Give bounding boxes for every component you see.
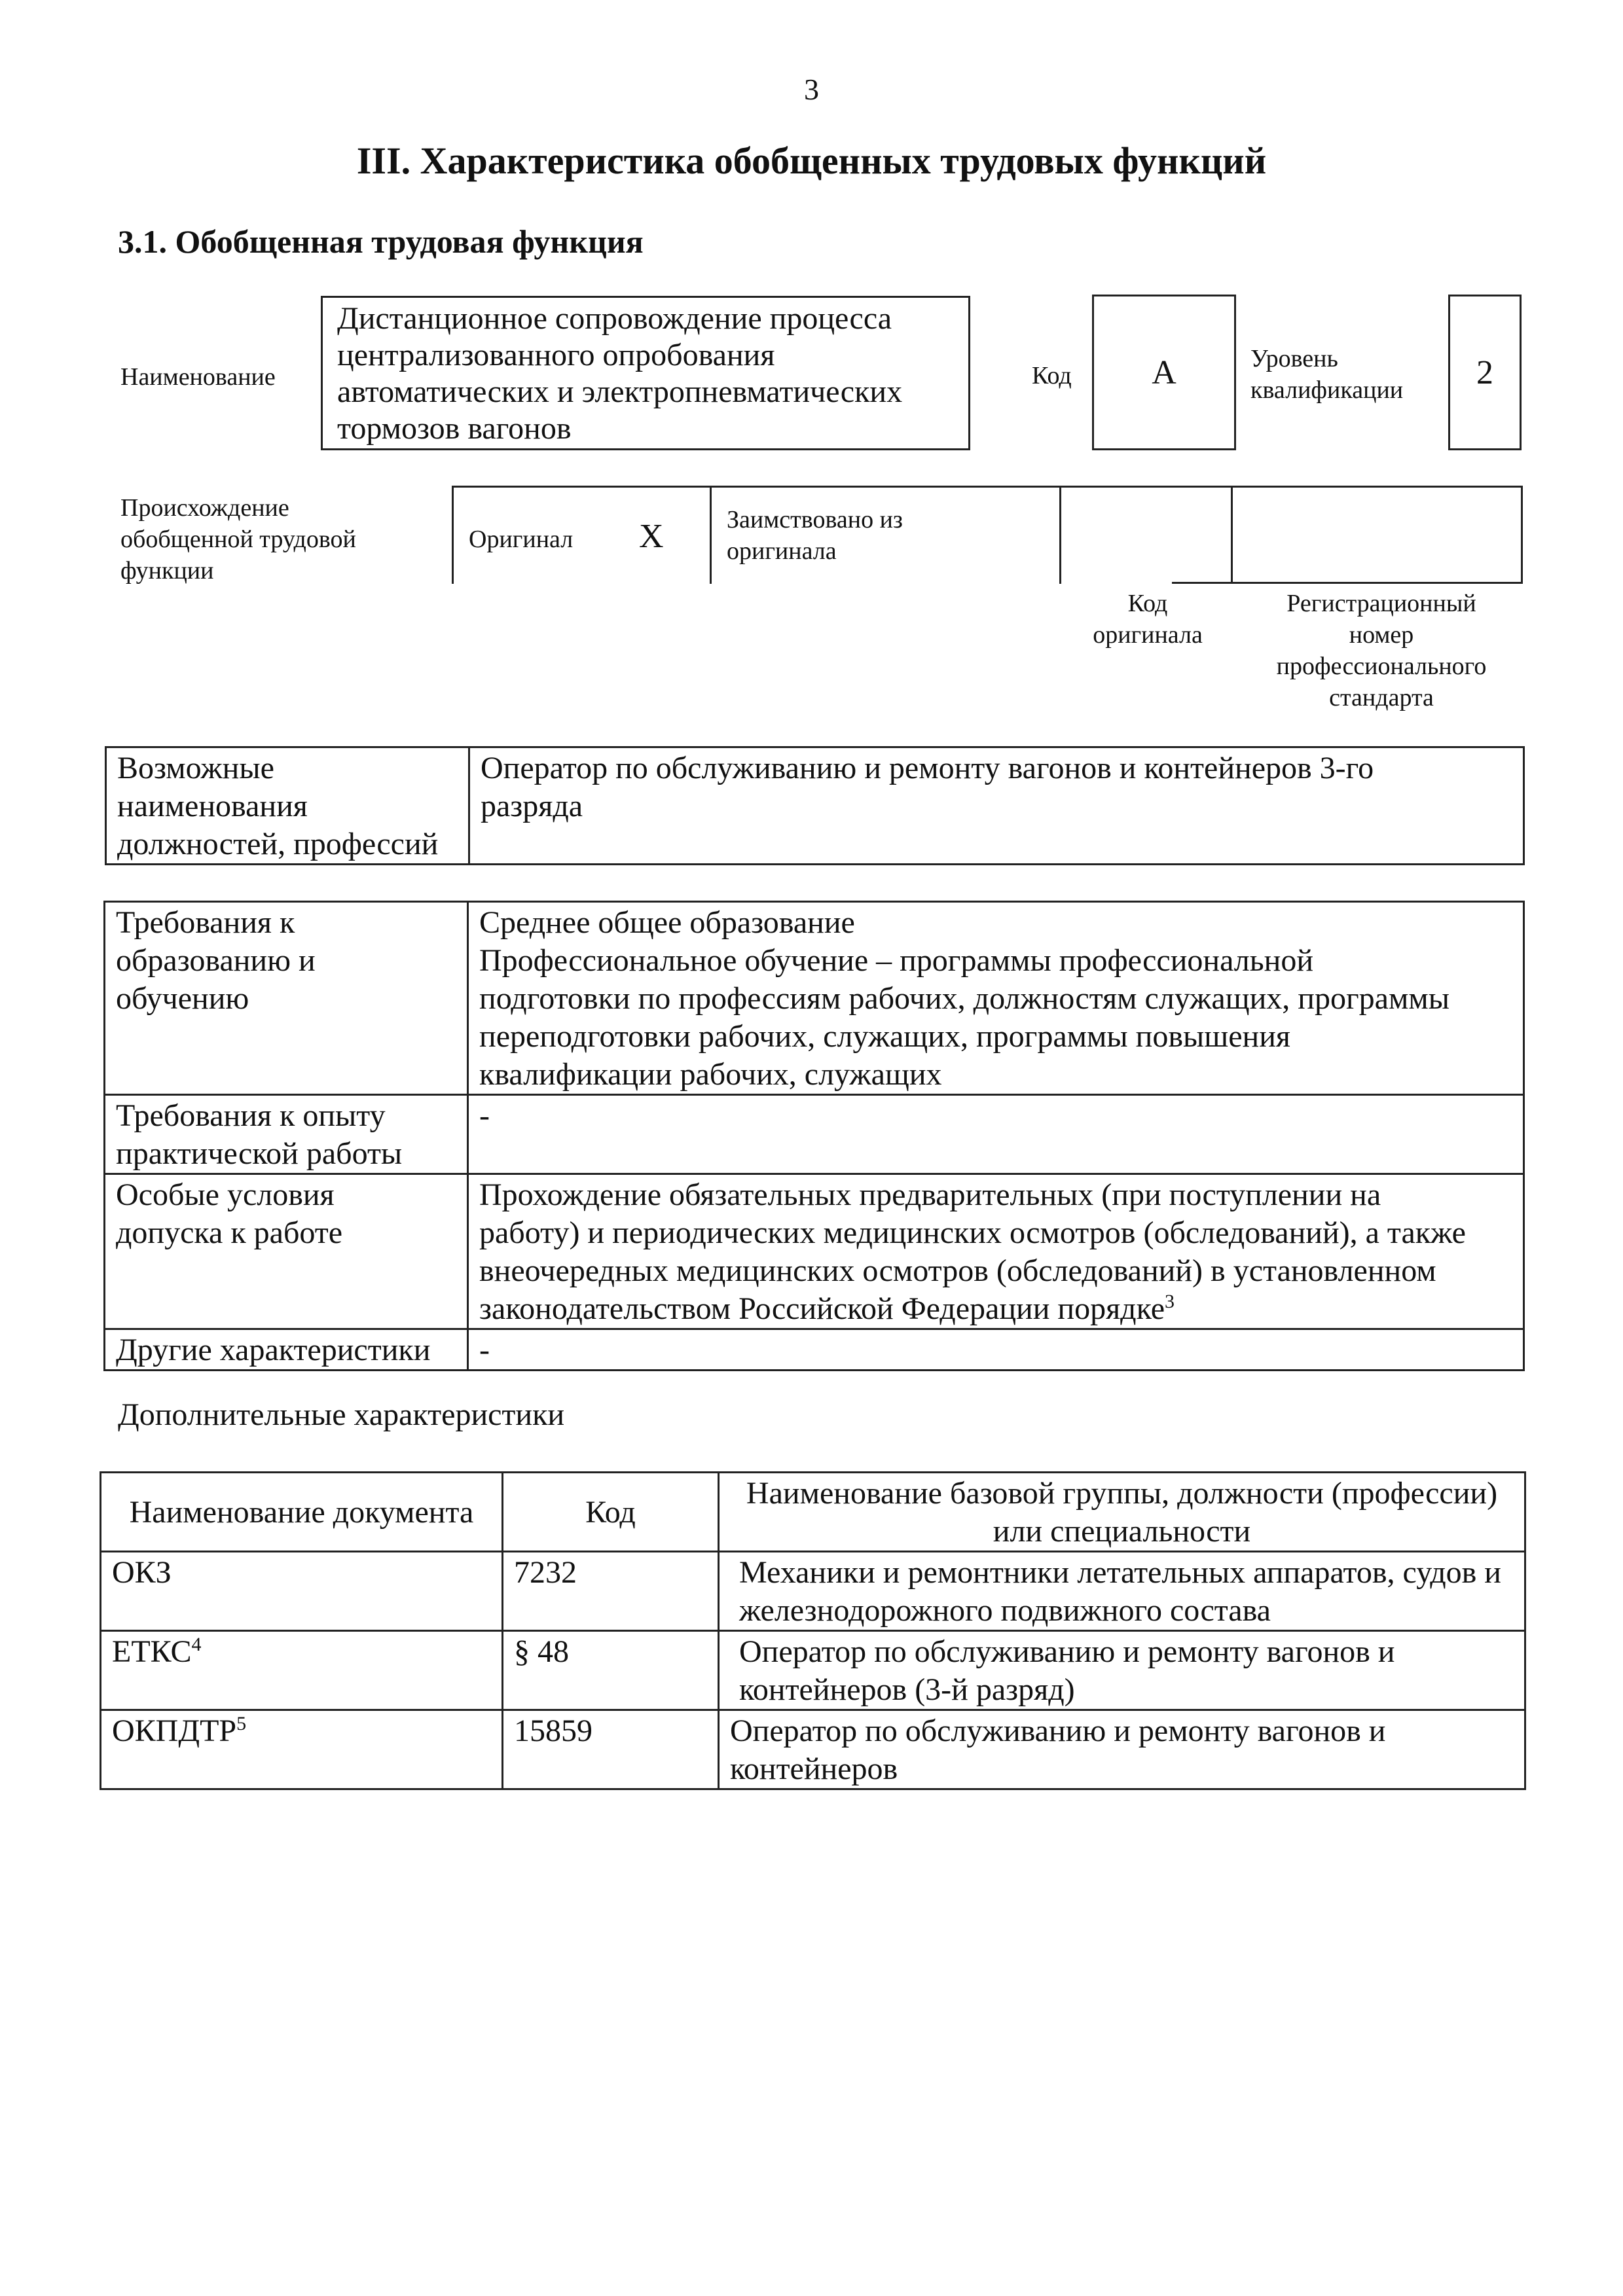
function-name-line: Дистанционное сопровождение процесса <box>337 301 892 336</box>
name-label: Наименование <box>120 363 276 391</box>
additional-table <box>100 1471 1526 1790</box>
code-caption <box>1059 588 1236 651</box>
table-header-row <box>101 1473 1525 1552</box>
origin-grid-divider <box>710 486 712 584</box>
borrowed-label <box>727 504 903 602</box>
admission-label: Особые условия допуска к работе <box>105 1174 468 1329</box>
reg-caption <box>1244 588 1519 713</box>
row-code: 15859 <box>503 1710 719 1789</box>
code-label: Код <box>1032 362 1072 389</box>
footnote-ref: 3 <box>1165 1291 1175 1312</box>
original-label: Оригинал <box>469 526 574 553</box>
level-label-line: Уровень <box>1250 345 1338 372</box>
admission-value: Прохождение обязательных предварительных (при поступлении на работу) и периодических медицинских осмотров (обследований), а также внеочередных медицинских осмотров (обследований) в установленном законодательством Российской Федерации порядке$^3$ <box>468 1174 1524 1329</box>
table-row <box>105 1329 1524 1371</box>
reg-caption-line: стандарта <box>1329 684 1434 711</box>
origin-grid-divider <box>1231 486 1233 584</box>
table-row <box>105 1095 1524 1174</box>
level-label-line: квалификации <box>1250 376 1404 404</box>
positions-table <box>105 746 1525 865</box>
experience-value: - <box>468 1095 1524 1174</box>
table-row <box>101 1631 1525 1710</box>
table-row <box>101 1710 1525 1789</box>
positions-value: Оператор по обслуживанию и ремонту вагонов и контейнеров 3-го разряда <box>469 747 1524 865</box>
header-doc: Наименование документа <box>101 1473 503 1552</box>
other-label: Другие характеристики <box>105 1329 468 1371</box>
reg-caption-line: номер <box>1349 621 1414 649</box>
code-caption-line: оригинала <box>1093 621 1203 649</box>
origin-label-line: Происхождение <box>120 494 289 522</box>
row-name: Оператор по обслуживанию и ремонту вагонов и контейнеров (3-й разряд) <box>719 1631 1525 1710</box>
header-name: Наименование базовой группы, должности (профессии) или специальности <box>719 1473 1525 1552</box>
positions-label: Возможные наименования должностей, профессий <box>106 747 469 865</box>
row-doc: ОКПДТР$^5$ <box>101 1710 503 1789</box>
function-name-line: автоматических и электропневматических <box>337 374 903 409</box>
experience-label: Требования к опыту практической работы <box>105 1095 468 1174</box>
origin-grid-bottom-border <box>1172 582 1523 584</box>
row-name: Механики и ремонтники летательных аппаратов, судов и железнодорожного подвижного состава <box>719 1552 1525 1631</box>
function-name-box <box>321 296 970 450</box>
row-code: 7232 <box>503 1552 719 1631</box>
origin-grid-top-border <box>452 486 1523 488</box>
code-caption-line: Код <box>1127 590 1168 617</box>
origin-grid-divider <box>1521 486 1523 584</box>
origin-label <box>120 492 356 586</box>
footnote-ref: 5 <box>236 1713 247 1734</box>
other-value: - <box>468 1329 1524 1371</box>
borrowed-label-line: Заимствовано из <box>727 506 903 533</box>
table-row <box>105 1174 1524 1329</box>
header-code: Код <box>503 1473 719 1552</box>
origin-grid-divider <box>452 486 454 584</box>
row-doc: ЕТКС$^4$ <box>101 1631 503 1710</box>
original-mark: X <box>639 518 664 555</box>
function-name-line: централизованного опробования <box>337 338 775 372</box>
education-value: Среднее общее образование Профессиональное обучение – программы профессиональной подготовки по профессиям рабочих, должностям служащих, программы переподготовки рабочих, служащих, программы повышения квалификации рабочих, служащих <box>468 902 1524 1095</box>
level-label <box>1250 343 1403 406</box>
table-row <box>105 902 1524 1095</box>
reg-caption-line: Регистрационный <box>1286 590 1476 617</box>
reg-caption-line: профессионального <box>1276 653 1487 680</box>
origin-grid <box>452 486 1523 584</box>
subsection-title: 3.1. Обобщенная трудовая функция <box>118 223 644 260</box>
row-doc: ОКЗ <box>101 1552 503 1631</box>
requirements-table <box>103 901 1525 1371</box>
code-box: А <box>1092 295 1236 450</box>
footnote-ref: 4 <box>191 1634 202 1655</box>
origin-grid-divider <box>1059 486 1061 584</box>
origin-label-line: обобщенной трудовой <box>120 526 356 553</box>
table-row <box>101 1552 1525 1631</box>
origin-label-line: функции <box>120 557 214 584</box>
level-box: 2 <box>1448 295 1522 450</box>
function-name-line: тормозов вагонов <box>337 411 572 446</box>
table-row <box>106 747 1524 865</box>
additional-title: Дополнительные характеристики <box>118 1397 565 1432</box>
education-label: Требования к образованию и обучению <box>105 902 468 1095</box>
row-name: Оператор по обслуживанию и ремонту вагонов и контейнеров <box>719 1710 1525 1789</box>
section-title: III. Характеристика обобщенных трудовых функций <box>356 139 1267 182</box>
borrowed-label-line: оригинала <box>727 537 837 565</box>
row-code: § 48 <box>503 1631 719 1710</box>
page-number: 3 <box>804 73 819 106</box>
